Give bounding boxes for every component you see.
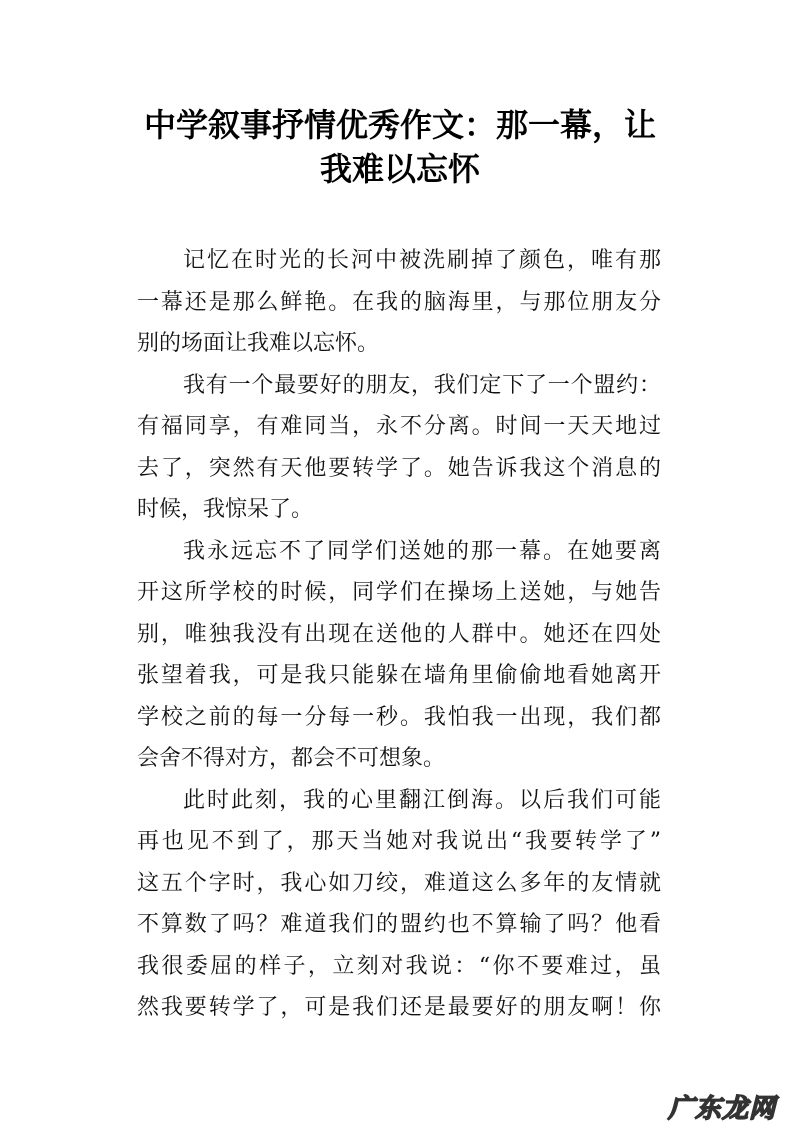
text-line: 我有一个最要好的朋友，我们定下了一个盟约： — [183, 372, 661, 398]
text-line: 然我要转学了，可是我们还是最要好的朋友啊！你 — [137, 995, 661, 1020]
text-line: 一幕还是那么鲜艳。在我的脑海里，与那位朋友分 — [137, 289, 661, 315]
text-line: 学校之前的每一分每一秒。我怕我一出现，我们都 — [137, 704, 661, 730]
paragraph-4 — [137, 780, 661, 1029]
document-title-line-1: 中学叙事抒情优秀作文：那一幕，让 — [143, 106, 656, 144]
text-line: 时候，我惊呆了。 — [137, 497, 314, 522]
text-line: 我很委屈的样子，立刻对我说：“你不要难过，虽 — [137, 953, 661, 979]
paragraph-2 — [137, 365, 661, 531]
text-line: 记忆在时光的长河中被洗刷掉了颜色，唯有那 — [183, 248, 661, 273]
text-line: 别的场面让我难以忘怀。 — [137, 331, 380, 356]
essay-body — [137, 240, 661, 1029]
text-line: 张望着我，可是我只能躲在墙角里偷偷地看她离开 — [137, 663, 661, 688]
text-line: 这五个字时，我心如刀绞，难道这么多年的友情就 — [137, 870, 661, 896]
document-title-line-2: 我难以忘怀 — [319, 150, 480, 188]
paragraph-3 — [137, 531, 661, 780]
text-line: 我永远忘不了同学们送她的那一幕。在她要离 — [183, 538, 661, 564]
text-line: 去了，突然有天他要转学了。她告诉我这个消息的 — [137, 455, 661, 481]
text-line: 会舍不得对方，都会不可想象。 — [137, 746, 446, 771]
text-line: 不算数了吗？难道我们的盟约也不算输了吗？他看 — [137, 912, 661, 937]
site-watermark: 广东龙网 — [668, 1094, 777, 1124]
text-line: 此时此刻，我的心里翻江倒海。以后我们可能 — [183, 787, 661, 813]
text-line: 开这所学校的时候，同学们在操场上送她，与她告 — [137, 580, 661, 605]
text-line: 别，唯独我没有出现在送他的人群中。她还在四处 — [137, 621, 661, 647]
text-line: 再也见不到了，那天当她对我说出“我要转学了” — [137, 829, 661, 854]
paragraph-1 — [137, 240, 661, 365]
text-line: 有福同享，有难同当，永不分离。时间一天天地过 — [137, 414, 661, 439]
